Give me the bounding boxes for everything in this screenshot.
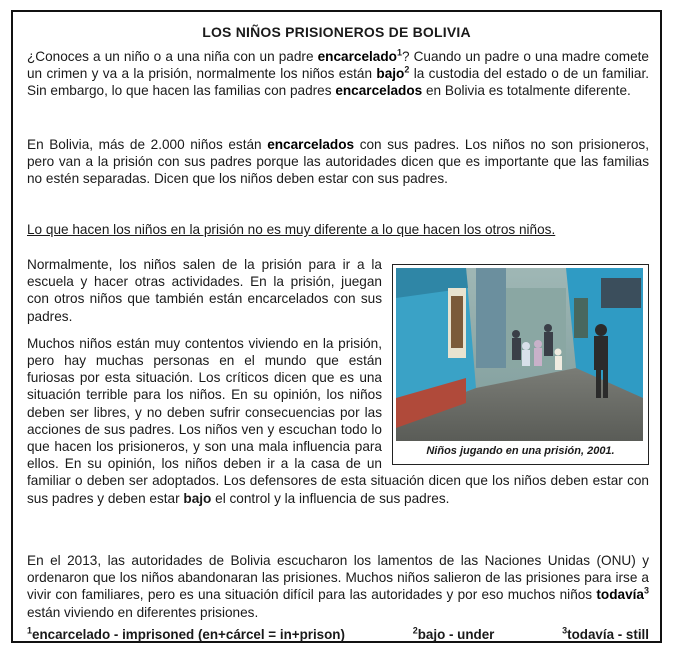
paragraph-5	[27, 552, 649, 621]
glossary-entry-2	[413, 627, 495, 642]
p1-text-d: la custodia del estado o de un familiar. Sin embargo, lo que hacen las familias con padres	[27, 66, 649, 99]
paragraph-flow-with-figure	[27, 256, 649, 517]
footnote-marker-1: 1	[396, 47, 402, 58]
glossary-entry-1	[27, 627, 345, 642]
glossary-number-3: 3	[562, 625, 568, 636]
glossary-text-1: encarcelado - imprisoned (en+cárcel = in+prison)	[32, 627, 345, 642]
glossary-number-2: 2	[412, 625, 418, 636]
p1-bold-encarcelados: encarcelados	[335, 83, 423, 99]
glossary-number-1: 1	[27, 625, 33, 636]
p1-text-a: ¿Conoces a un niño o a una niña con un padre	[27, 49, 318, 64]
p1-bold-encarcelado: encarcelado	[317, 49, 397, 64]
p5-text-c: están viviendo en diferentes prisiones.	[27, 604, 259, 620]
p1-text-e: en Bolivia es totalmente diferente.	[422, 83, 631, 99]
paragraph-3-body: Normalmente, los niños salen de la prisión para ir a la escuela y hacer otras actividades. En la prisión, juegan con otros niños que también están encarcelados con sus padres.	[27, 257, 382, 324]
glossary-text-2: bajo - under	[417, 627, 495, 642]
paragraph-3-heading	[27, 221, 649, 238]
p1-text-c: ? Cuando un padre o una madre comete un crimen y va a la prisión, normalmente los niños están	[27, 49, 649, 82]
p5-text-a: En el 2013, las autoridades de Bolivia escucharon los lamentos de las Naciones Unidas (ONU) y ordenaron que los niños abandonaran las prisiones. Muchos niños salieron de las prisiones para irse a vivir con familiares, pero es una situación difícil para las autoridades y por eso muchos niños	[27, 553, 649, 603]
p4-bold-bajo: bajo	[183, 490, 212, 506]
glossary-entry-3	[562, 627, 649, 642]
paragraph-2	[27, 136, 649, 188]
article-title: LOS NIÑOS PRISIONEROS DE BOLIVIA	[202, 24, 471, 40]
glossary	[27, 627, 649, 642]
photo-figure	[392, 264, 649, 465]
paragraph-1	[27, 48, 649, 100]
prison-children-photo	[396, 268, 643, 441]
p2-text-a: En Bolivia, más de 2.000 niños están	[27, 137, 268, 152]
p4-text-c: el control y la influencia de sus padres.	[211, 490, 450, 506]
article-frame	[11, 10, 662, 643]
p2-bold-encarcelados: encarcelados	[267, 137, 355, 152]
p2-text-c: con sus padres. Los niños no son prisioneros, pero van a la prisión con sus padres porque las autoridades dicen que es importante que las familias no estén separadas. Dicen que los niños deben estar con sus padres.	[27, 137, 649, 187]
photo-caption: Niños jugando en una prisión, 2001.	[426, 445, 615, 457]
glossary-text-3: todavía - still	[567, 627, 649, 642]
photo-illustration	[396, 268, 643, 441]
p1-bold-bajo: bajo	[376, 66, 405, 82]
p4-text-a: Muchos niños están muy contentos viviendo en la prisión, pero hay muchas personas en el mundo que están furiosas por esta situación. Los críticos dicen que es una situación terrible para los niños. En su opinión, los niños deben ser libres, y no deben sufrir consecuencias por las acciones de sus padres. Los niños ven y escuchan todo lo que hacen los prisioneros, y son una mala influencia para ellos. En su opinión, los niños deben ir a la casa de un familiar o deben ser adoptados. Los defensores de esta situación dicen que los niños deben estar con sus padres y deben estar	[27, 335, 649, 506]
footnote-marker-3: 3	[643, 585, 649, 596]
footnote-marker-2: 2	[404, 64, 410, 75]
p5-bold-todavia: todavía	[596, 587, 644, 603]
p3-underlined-sentence: Lo que hacen los niños en la prisión no es muy diferente a lo que hacen los otros niños.	[27, 222, 556, 237]
